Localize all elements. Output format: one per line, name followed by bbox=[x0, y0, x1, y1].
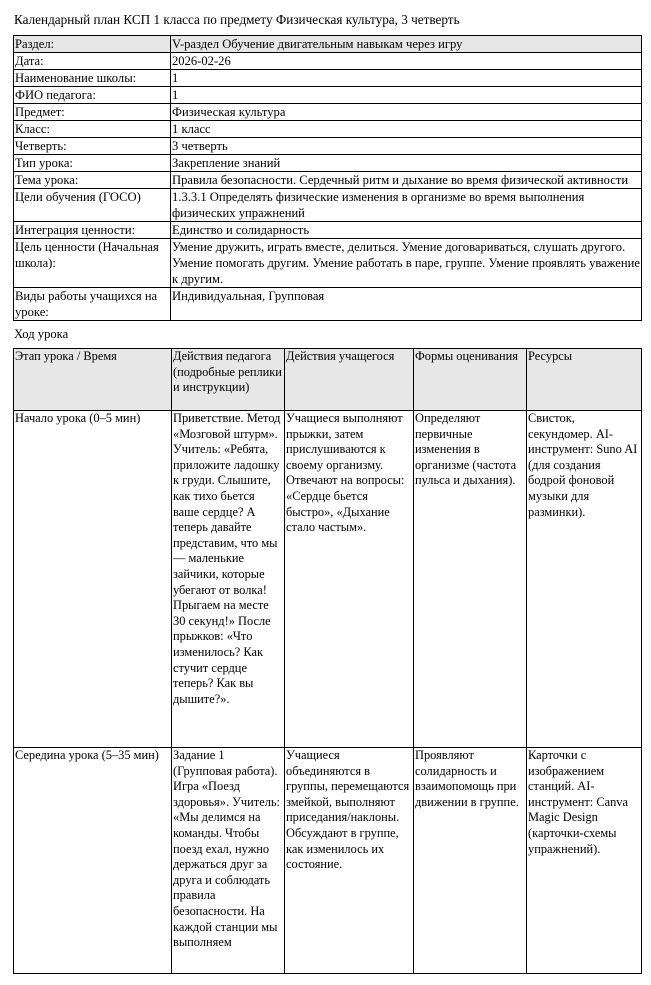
column-header: Действия учащегося bbox=[285, 349, 414, 411]
info-value: 1 bbox=[171, 70, 642, 87]
info-row bbox=[14, 104, 642, 121]
table-row bbox=[14, 748, 642, 974]
resources-cell: Карточки с изображением станций. AI-инструмент: Canva Magic Design (карточки-схемы упражнений). bbox=[527, 748, 642, 974]
info-value: Индивидуальная, Групповая bbox=[171, 288, 642, 321]
info-row bbox=[14, 87, 642, 104]
info-row bbox=[14, 189, 642, 222]
info-value: Закрепление знаний bbox=[171, 155, 642, 172]
info-key: Тема урока: bbox=[14, 172, 171, 189]
table-row bbox=[14, 411, 642, 748]
column-header: Действия педагога (подробные реплики и инструкции) bbox=[172, 349, 285, 411]
info-key: Цель ценности (Начальная школа): bbox=[14, 239, 171, 288]
info-value: 1 bbox=[171, 87, 642, 104]
column-header: Формы оценивания bbox=[414, 349, 527, 411]
student-actions-cell: Учащиеся объединяются в группы, перемещаются змейкой, выполняют приседания/наклоны. Обсуждают в группе, как изменилось их состояние. bbox=[285, 748, 414, 974]
info-value: 1.3.3.1 Определять физические изменения в организме во время выполнения физических упражнений bbox=[171, 189, 642, 222]
teacher-actions-cell: Задание 1 (Групповая работа). Игра «Поезд здоровья». Учитель: «Мы делимся на команды. Чтобы поезд ехал, нужно держаться друг за друга и соблюдать правила безопасности. На каждой станции мы выполняем bbox=[172, 748, 285, 974]
info-row bbox=[14, 222, 642, 239]
info-value: 3 четверть bbox=[171, 138, 642, 155]
info-value: Правила безопасности. Сердечный ритм и дыхание во время физической активности bbox=[171, 172, 642, 189]
info-key: Предмет: bbox=[14, 104, 171, 121]
info-row bbox=[14, 36, 642, 53]
assessment-cell: Определяют первичные изменения в организме (частота пульса и дыхания). bbox=[414, 411, 527, 748]
lesson-progress-heading: Ход урока bbox=[14, 327, 69, 341]
info-value: Единство и солидарность bbox=[171, 222, 642, 239]
info-key: Наименование школы: bbox=[14, 70, 171, 87]
info-value: 2026-02-26 bbox=[171, 53, 642, 70]
lesson-info-table bbox=[13, 35, 642, 321]
info-key: Четверть: bbox=[14, 138, 171, 155]
table-header-row bbox=[14, 349, 642, 411]
info-value: Умение дружить, играть вместе, делиться. Умение договариваться, слушать другого. Умение помогать другим. Умение работать в паре, группе. Умение проявлять уважение к другим. bbox=[172, 240, 640, 286]
info-row bbox=[14, 70, 642, 87]
assessment-cell: Проявляют солидарность и взаимопомощь при движении в группе. bbox=[414, 748, 527, 974]
info-value: V-раздел Обучение двигательным навыкам через игру bbox=[171, 36, 642, 53]
info-key: Интеграция ценности: bbox=[14, 222, 171, 239]
info-value: 1 класс bbox=[171, 121, 642, 138]
info-key: Виды работы учащихся на уроке: bbox=[14, 288, 171, 321]
column-header: Ресурсы bbox=[527, 349, 642, 411]
info-key: Класс: bbox=[14, 121, 171, 138]
info-row bbox=[14, 53, 642, 70]
info-row bbox=[14, 138, 642, 155]
info-row bbox=[14, 155, 642, 172]
info-row bbox=[14, 288, 642, 321]
info-key: Раздел: bbox=[14, 36, 171, 53]
stage-cell: Начало урока (0–5 мин) bbox=[14, 411, 172, 748]
info-key: Дата: bbox=[14, 53, 171, 70]
info-row bbox=[14, 172, 642, 189]
info-value: Физическая культура bbox=[171, 104, 642, 121]
info-key: Цели обучения (ГОСО) bbox=[14, 189, 171, 222]
teacher-actions-cell: Приветствие. Метод «Мозговой штурм». Учитель: «Ребята, приложите ладошку к груди. Слышите, как тихо бьется ваше сердце? А теперь давайте представим, что мы — маленькие зайчики, которые убегают от волка! Прыгаем на месте 30 секунд!» После прыжков: «Что изменилось? Как стучит сердце теперь? Как вы дышите?». bbox=[172, 411, 285, 748]
info-row bbox=[14, 239, 642, 288]
resources-cell: Свисток, секундомер. AI-инструмент: Suno AI (для создания бодрой фоновой музыки для разминки). bbox=[527, 411, 642, 748]
lesson-progress-table bbox=[13, 348, 642, 974]
stage-cell: Середина урока (5–35 мин) bbox=[14, 748, 172, 974]
student-actions-cell: Учащиеся выполняют прыжки, затем прислушиваются к своему организму. Отвечают на вопросы: «Сердце бьется быстро», «Дыхание стало частым». bbox=[285, 411, 414, 748]
info-row bbox=[14, 121, 642, 138]
page-title: Календарный план КСП 1 класса по предмету Физическая культура, 3 четверть bbox=[14, 12, 460, 27]
info-key: Тип урока: bbox=[14, 155, 171, 172]
column-header: Этап урока / Время bbox=[14, 349, 172, 411]
info-key: ФИО педагога: bbox=[14, 87, 171, 104]
